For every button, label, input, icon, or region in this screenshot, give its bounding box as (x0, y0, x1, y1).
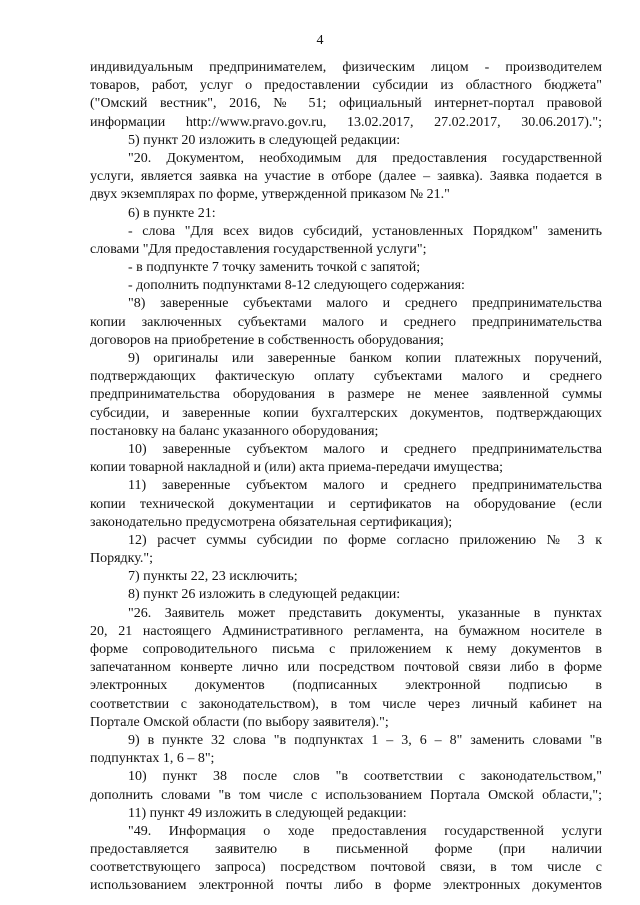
text-line: "8) заверенные субъектами малого и среднего предпринимательства (128, 296, 602, 312)
text-line: 9) оригиналы или заверенные банком копии платежных поручений, (128, 351, 602, 366)
text-line: подтверждающих фактическую оплату субъектами малого и среднего (90, 369, 602, 385)
text-line: 20, 21 настоящего Административного регламента, на бумажном носителе в (90, 623, 602, 639)
text-line: подпунктах 1, 6 – 8"; (90, 751, 215, 767)
text-line: индивидуальным предпринимателем, физическим лицом - производителем (90, 60, 602, 75)
text-line: услуги, является заявка на участие в отборе (далее – заявка). Заявка подается в (90, 169, 602, 185)
text-line: запечатанном конверте лично или посредством почтовой связи либо в форме (90, 660, 602, 676)
text-line: 5) пункт 20 изложить в следующей редакции: (128, 132, 401, 148)
text-line: 10) пункт 38 после слов "в соответствии с законодательством," (128, 769, 602, 785)
text-line: 6) в пункте 21: (128, 205, 216, 221)
text-line: Портале Омской области (по выбору заявителя)."; (90, 714, 389, 730)
text-line: копии товарной накладной и (или) акта приема-передачи имущества; (90, 460, 503, 476)
text-line: соответствии с законодательством), в том числе через личный кабинет на (90, 696, 602, 712)
text-line: информации http://www.pravo.gov.ru, 13.02.2017, 27.02.2017, 30.06.2017)."; (90, 114, 602, 130)
text-line: 7) пункты 22, 23 исключить; (128, 569, 298, 585)
text-line: форме сопроводительного письма с приложением к нему документов в (90, 642, 602, 657)
text-line: 12) расчет суммы субсидии по форме согласно приложению № 3 к (128, 532, 602, 548)
text-line: постановку на баланс указанного оборудования; (90, 423, 379, 439)
text-line: "20. Документом, необходимым для предоставления государственной (128, 150, 602, 166)
text-line: - дополнить подпунктами 8-12 следующего содержания: (128, 278, 465, 294)
text-line: "26. Заявитель может представить документы, указанные в пунктах (128, 605, 602, 621)
text-line: словами "Для предоставления государственной услуги"; (90, 241, 427, 257)
text-line: электронных документов (подписанных электронной подписью в (90, 678, 602, 694)
text-line: двух экземплярах по форме, утвержденной приказом № 21." (90, 187, 450, 203)
text-line: соответствующего запроса) посредством почтовой связи, в том числе с (90, 860, 602, 876)
text-line: 11) пункт 49 изложить в следующей редакции: (128, 805, 407, 821)
text-line: использованием электронной почты либо в форме электронных документов (90, 878, 602, 894)
text-line: - в подпункте 7 точку заменить точкой с запятой; (128, 260, 421, 276)
text-line: копии технической документации и сертификатов на оборудование (если (90, 496, 602, 512)
text-line: договоров на приобретение в собственность оборудования; (90, 332, 444, 348)
text-line: "49. Информация о ходе предоставления государственной услуги (128, 823, 602, 839)
page-number: 4 (316, 33, 324, 48)
body-text (90, 59, 602, 896)
text-line: копии заключенных субъектами малого и среднего предпринимательства (90, 314, 602, 330)
text-line: - слова "Для всех видов субсидий, установленных Порядком" заменить (128, 223, 602, 239)
text-line: предоставляется заявителю в письменной форме (при наличии (90, 842, 602, 858)
text-line: Порядку."; (90, 551, 153, 567)
text-line: 8) пункт 26 изложить в следующей редакции: (128, 587, 401, 603)
text-line: 11) заверенные субъектом малого и среднего предпринимательства (128, 478, 602, 494)
text-line: ("Омский вестник", 2016, № 51; официальный интернет-портал правовой (90, 96, 602, 112)
text-line: законодательно предусмотрена обязательная сертификация); (90, 514, 453, 530)
text-line: 10) заверенные субъектом малого и среднего предпринимательства (128, 441, 602, 457)
text-line: субсидии, и заверенные копии бухгалтерских документов, подтверждающих (90, 405, 602, 421)
text-line: 9) в пункте 32 слова "в подпунктах 1 – 3, 6 – 8" заменить словами "в (128, 732, 602, 748)
text-line: товаров, работ, услуг о предоставлении субсидии из областного бюджета" (90, 78, 602, 94)
text-line: предпринимательства оборудования в размере не менее заявленной суммы (90, 387, 602, 403)
text-line: дополнить словами "в том числе с использованием Портала Омской области,"; (90, 787, 602, 803)
